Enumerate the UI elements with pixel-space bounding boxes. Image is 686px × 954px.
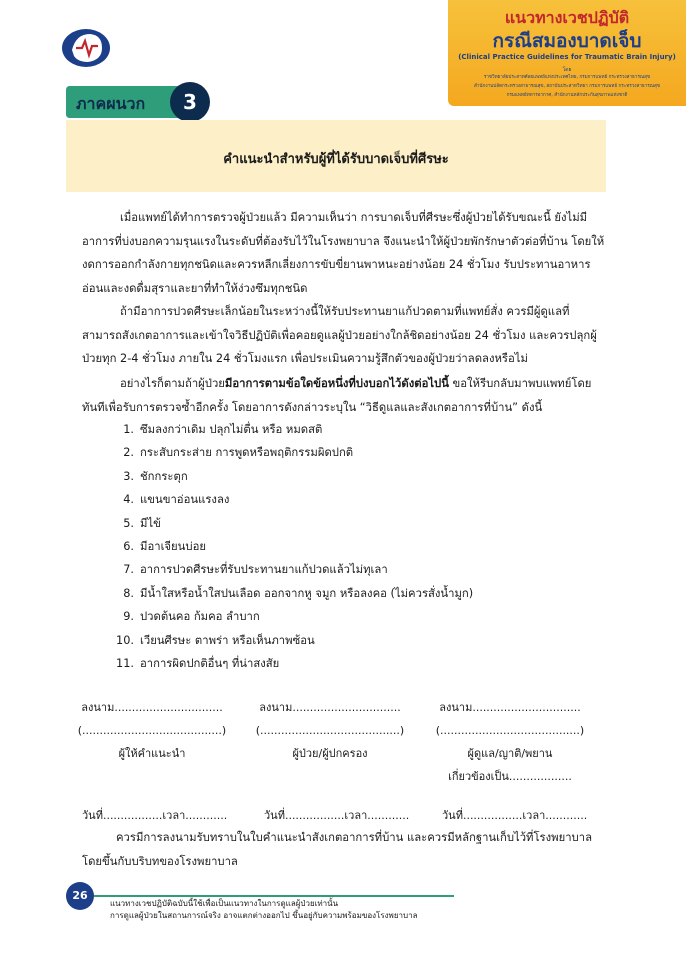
title-box: [66, 120, 606, 192]
guideline-org-2: สำนักงานปลัดกระทรวงสาธารณสุข, สถาบันประสาทวิทยา กรมการแพทย์ กระทรวงสาธารณสุข: [474, 84, 660, 89]
paragraph-4: ควรมีการลงนามรับทราบในใบคำแนะนำสังเกตอาการที่บ้าน และควรมีหลักฐานเก็บไว้ที่โรงพยาบาล โดยขึ้นกับบริบทของโรงพยาบาล: [82, 831, 592, 868]
date-line-3: วันที่.................เวลา............: [442, 809, 588, 822]
signature-name-line: (........................................): [435, 724, 585, 737]
appendix-number: 3: [170, 82, 210, 122]
paragraph-2: ถ้ามีอาการปวดศีรษะเล็กน้อยในระหว่างนี้ให้รับประทานยาแก้ปวดตามที่แพทย์สั่ง ควรมีผู้ดูแลที่สามารถสังเกตอาการและเข้าใจวิธีปฏิบัติเพื่อคอยดูแลผู้ป่วยอย่างใกล้ชิดอย่างน้อย 24 ชั่วโมง และควรปลุกผู้ป่วยทุก 2-4 ชั่วโมง ภายใน 24 ชั่วโมงแรก เพื่อประเมินความรู้สึกตัวของผู้ป่วยว่าลดลงหรือไม่: [82, 305, 597, 365]
list-item: 10. เวียนศีรษะ ตาพร่า หรือเห็นภาพซ้อน: [116, 633, 315, 647]
list-item: 4. แขนขาอ่อนแรงลง: [123, 493, 230, 507]
list-item: 2. กระสับกระส่าย การพูดหรือพฤติกรรมผิดปกติ: [123, 446, 354, 460]
list-item: 5. มีไข้: [123, 516, 161, 530]
paragraph-1: เมื่อแพทย์ได้ทำการตรวจผู้ป่วยแล้ว มีความเห็นว่า การบาดเจ็บที่ศีรษะซึ่งผู้ป่วยได้รับขณะนี้ ยังไม่มีอาการที่บ่งบอกความรุนแรงในระดับที่ต้องรับไว้ในโรงพยาบาล จึงแนะนำให้ผู้ป่วยพักรักษาตัวต่อที่บ้าน โดยให้งดการออกกำลังกายทุกชนิดและควรหลีกเลี่ยงการขับขี่ยานพาหนะอย่างน้อย 24 ชั่วโมง รับประทานอาหารอ่อนและงดดื่มสุราและยาที่ทำให้ง่วงซึมทุกชนิด: [82, 211, 605, 295]
signature-block-patient: [250, 696, 410, 765]
guideline-title-en: (Clinical Practice Guidelines for Traumatic Brain Injury): [458, 53, 676, 61]
signature-role: ผู้ป่วย/ผู้ปกครอง: [292, 747, 368, 760]
signature-name-line: (........................................): [77, 724, 227, 737]
paragraph-3-post: ขอให้รีบกลับมาพบแพทย์โดยทันทีเพื่อรับการตรวจซ้ำอีกครั้ง โดยอาการดังกล่าวระบุใน “วิธีดูแลและสังเกตอาการที่บ้าน” ดังนี้: [82, 377, 592, 414]
paragraph-3-pre: อย่างไรก็ตามถ้าผู้ป่วย: [120, 377, 225, 390]
footer-line-1: แนวทางเวชปฏิบัติฉบับนี้ใช้เพื่อเป็นแนวทางในการดูแลผู้ป่วยเท่านั้น: [110, 899, 339, 908]
signature-relation: เกี่ยวข้องเป็น..................: [448, 770, 572, 783]
signature-block-advisor: [72, 696, 232, 765]
footer-line-2: การดูแลผู้ป่วยในสถานการณ์จริง อาจแตกต่างออกไป ขึ้นอยู่กับความพร้อมของโรงพยาบาล: [110, 911, 418, 920]
signature-name-line: (........................................): [255, 724, 405, 737]
list-item: 7. อาการปวดศีรษะที่รับประทานยาแก้ปวดแล้วไม่ทุเลา: [123, 563, 388, 577]
signature-line: ลงนาม...............................: [259, 701, 401, 714]
signature-block-witness: [430, 696, 590, 788]
signature-role: ผู้ดูแล/ญาติ/พยาน: [467, 747, 553, 760]
list-item: 8. มีน้ำใสหรือน้ำใสปนเลือด ออกจากหู จมูก หรือลงคอ (ไม่ควรสั่งน้ำมูก): [123, 586, 474, 600]
signature-line: ลงนาม...............................: [439, 701, 581, 714]
guideline-org-1: ราชวิทยาลัยประสาทศัลยแพทย์แห่งประเทศไทย, กรมการแพทย์ กระทรวงสาธารณสุข: [483, 75, 651, 80]
paragraph-3-bold: มีอาการตามข้อใดข้อหนึ่งที่บ่งบอกไว้ดังต่อไปนี้: [224, 377, 449, 390]
guideline-by-label: โดย: [562, 67, 572, 73]
guideline-org-3: กรมแพทย์ทหารอากาศ, สำนักงานหลักประกันสุขภาพแห่งชาติ: [506, 93, 628, 98]
list-item: 9. ปวดต้นคอ ก้มคอ ลำบาก: [123, 610, 260, 624]
symptom-list: [100, 418, 473, 675]
brain-head-icon: [58, 26, 114, 70]
list-item: 1. ซึมลงกว่าเดิม ปลุกไม่ตื่น หรือ หมดสติ: [123, 423, 323, 436]
list-item: 11. อาการผิดปกติอื่นๆ ที่น่าสงสัย: [116, 656, 280, 670]
appendix-label: ภาคผนวก: [76, 94, 146, 113]
list-item: 6. มีอาเจียนบ่อย: [123, 539, 206, 553]
paragraph-3: [82, 372, 606, 419]
guideline-banner: [448, 0, 686, 106]
page-number: 26: [66, 882, 94, 910]
guideline-title-1: แนวทางเวชปฏิบัติ: [504, 8, 630, 27]
signature-role: ผู้ให้คำแนะนำ: [118, 747, 186, 760]
page-title: คำแนะนำสำหรับผู้ที่ได้รับบาดเจ็บที่ศีรษะ: [223, 152, 449, 167]
list-item: 3. ชักกระตุก: [123, 469, 188, 483]
guideline-title-2: กรณีสมองบาดเจ็บ: [492, 30, 642, 52]
date-line-1: วันที่.................เวลา............: [82, 809, 228, 822]
date-line-2: วันที่.................เวลา............: [264, 809, 410, 822]
signature-line: ลงนาม...............................: [81, 701, 223, 714]
